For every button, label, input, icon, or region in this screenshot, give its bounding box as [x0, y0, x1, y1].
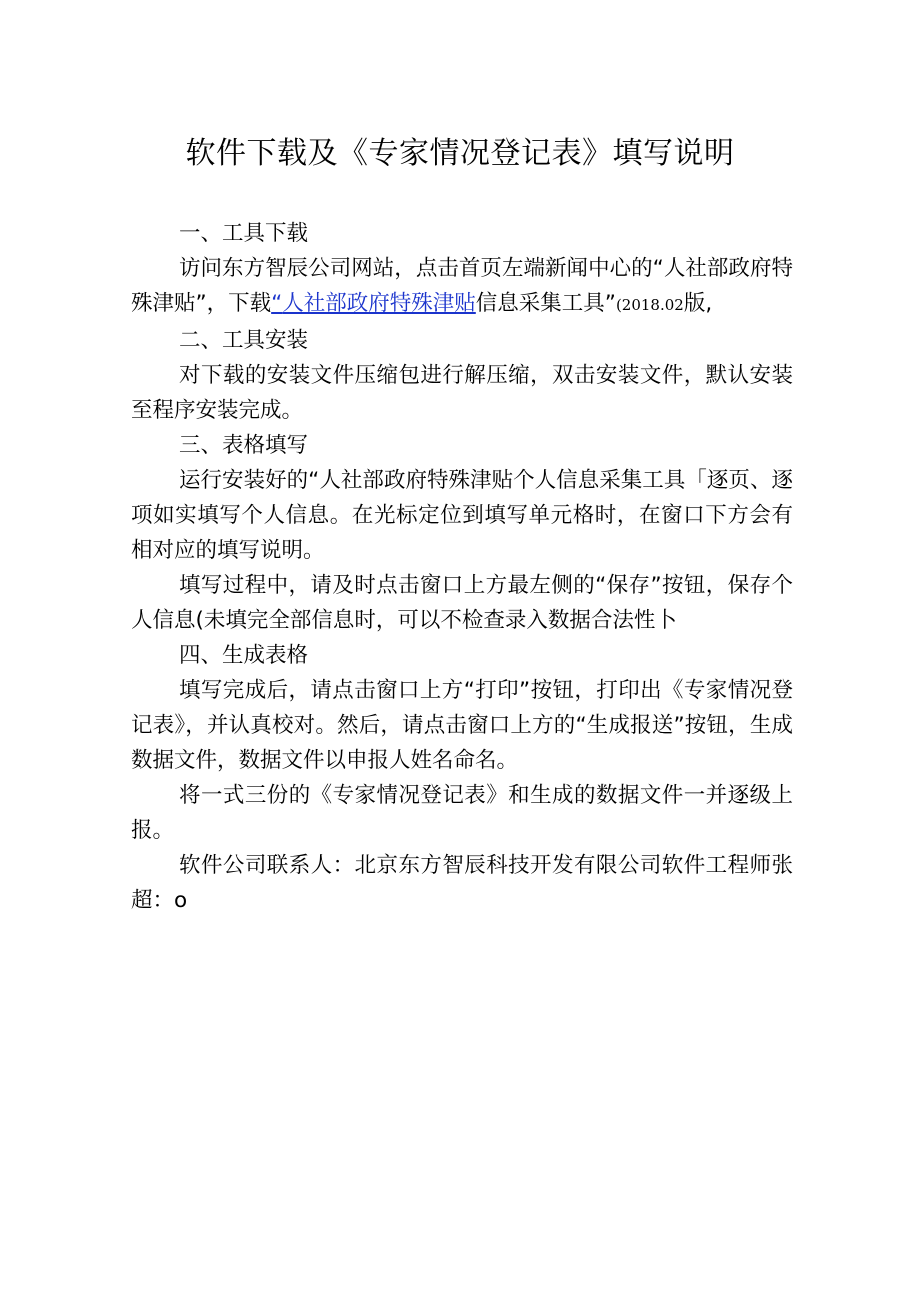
paragraph-fill: 运行安装好的“人社部政府特殊津贴个人信息采集工具「逐页、逐项如实填写个人信息。在光标定位到填写单元格时，在窗口下方会有相对应的填写说明。 [131, 468, 793, 563]
paragraph-generate: 填写完成后，请点击窗口上方“打印”按钮，打印出《专家情况登记表》，并认真校对。然后，请点击窗口上方的“生成报送”按钮，生成数据文件，数据文件以申报人姓名命名。 [131, 678, 793, 773]
paragraph-download-end: 版, [683, 291, 713, 316]
paragraph-download [131, 251, 793, 323]
paragraph-contact: 软件公司联系人：北京东方智辰科技开发有限公司软件工程师张超：o [131, 853, 793, 913]
paragraph-download-text: 访问东方智辰公司网站，点击首页左端新闻中心的“人社部政府特殊津贴”，下载 [131, 256, 793, 316]
section-heading-install: 二、工具安装 [179, 328, 309, 353]
paragraph-download-tool: 信息采集工具” [475, 291, 616, 316]
download-quote: “ [271, 291, 283, 316]
section-heading-download: 一、工具下载 [179, 221, 309, 246]
section-heading-fill: 三、表格填写 [179, 433, 309, 458]
paragraph-save: 填写过程中，请及时点击窗口上方最左侧的“保存”按钮，保存个人信息(未填完全部信息时，可以不检查录入数据合法性卜 [131, 573, 793, 633]
download-link[interactable]: 人社部政府特殊津贴 [282, 291, 476, 316]
paragraph-submit: 将一式三份的《专家情况登记表》和生成的数据文件一并逐级上报。 [131, 783, 793, 843]
tool-version: (2018.02 [615, 296, 684, 314]
document-body [131, 216, 793, 918]
paragraph-install: 对下载的安装文件压缩包进行解压缩，双击安装文件，默认安装至程序安装完成。 [131, 363, 793, 423]
section-heading-generate: 四、生成表格 [179, 643, 309, 668]
page-title: 软件下载及《专家情况登记表》填写说明 [185, 136, 735, 171]
